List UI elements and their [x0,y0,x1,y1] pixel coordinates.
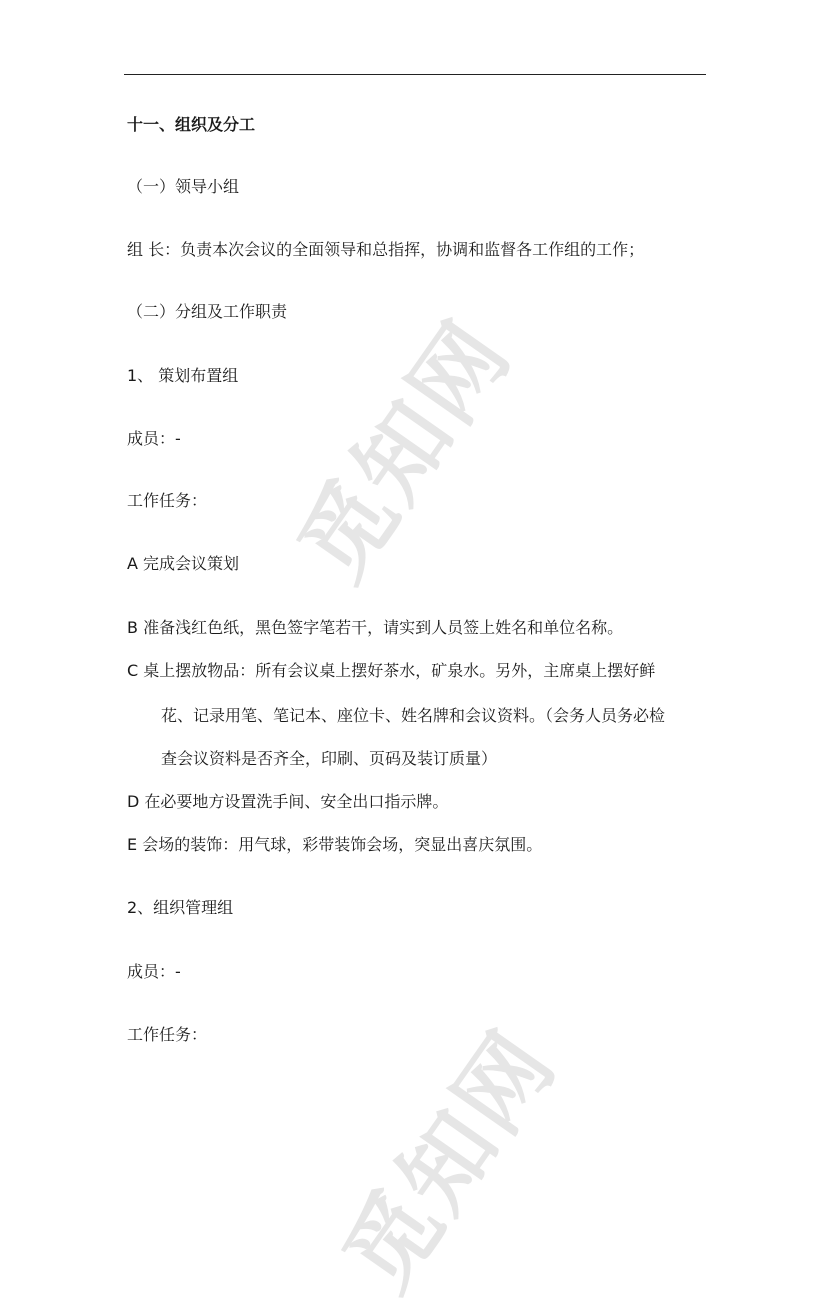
group1-title: 1、 策划布置组 [127,366,239,385]
group1-members: 成员：- [127,429,181,448]
task-d: D 在必要地方设置洗手间、安全出口指示牌。 [127,792,449,811]
header-rule [124,74,706,75]
task-b: B 准备浅红色纸，黑色签字笔若干，请实到人员签上姓名和单位名称。 [127,618,624,637]
watermark: 觅知网 [323,1011,577,1309]
subsection-leadership: （一）领导小组 [127,177,240,196]
group2-title: 2、组织管理组 [127,898,234,917]
subsection-groups: （二）分组及工作职责 [127,302,288,321]
leader-duty: 组 长：负责本次会议的全面领导和总指挥，协调和监督各工作组的工作； [127,240,645,259]
task-e: E 会场的装饰：用气球，彩带装饰会场，突显出喜庆氛围。 [127,835,543,854]
watermark: 觅知网 [278,301,532,599]
task-c-line1: C 桌上摆放物品：所有会议桌上摆好茶水，矿泉水。另外，主席桌上摆好鲜 [127,661,656,680]
group2-tasks-label: 工作任务： [127,1025,208,1044]
group1-tasks-label: 工作任务： [127,491,208,510]
section-title: 十一、组织及分工 [127,115,256,134]
task-a: A 完成会议策划 [127,554,240,573]
group2-members: 成员：- [127,962,181,981]
task-c-line2: 花、记录用笔、笔记本、座位卡、姓名牌和会议资料。（会务人员务必检 [161,706,666,725]
task-c-line3: 查会议资料是否齐全，印刷、页码及装订质量） [161,749,498,768]
